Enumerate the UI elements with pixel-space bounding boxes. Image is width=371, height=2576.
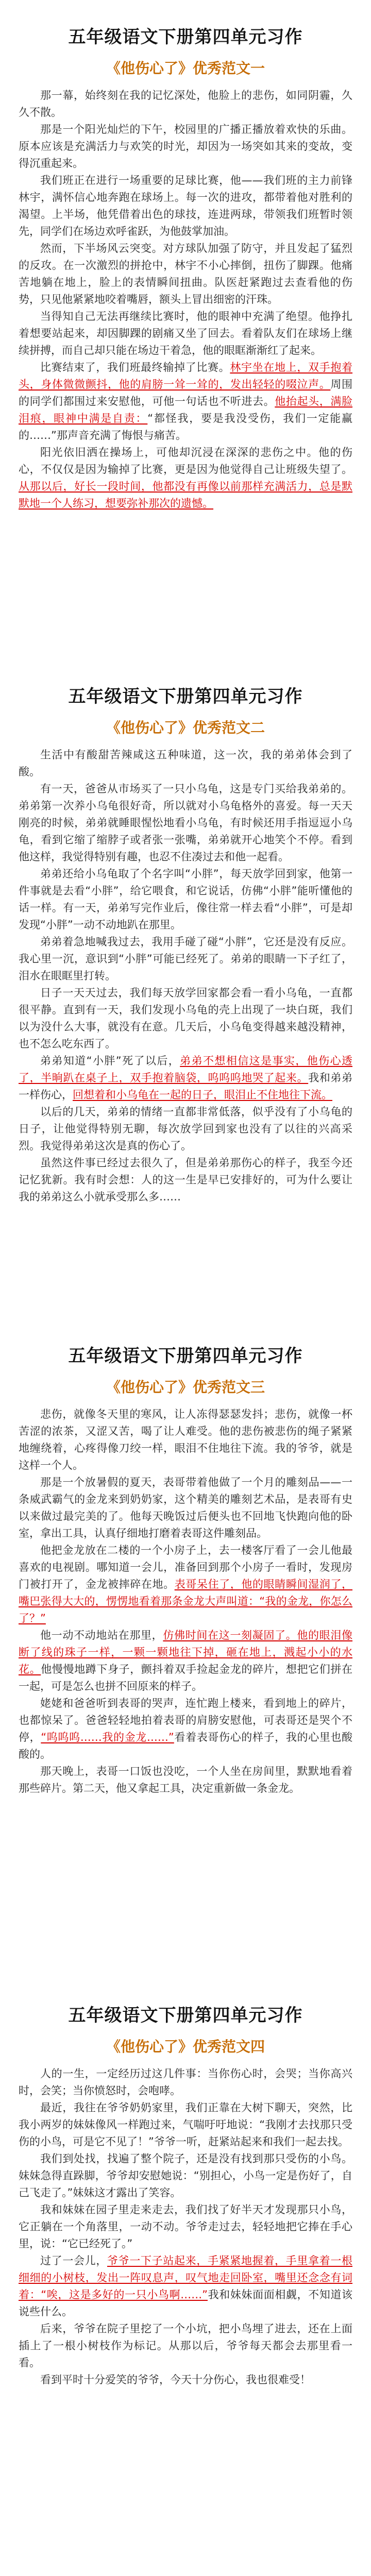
text-run: 姥姥和爸爸听到表哥的哭声，连忙跑上楼来，看到地上的碎片，也都惊呆了。爸爸轻轻地拍着表哥的肩膀安慰他，可表哥还是哭个不停， xyxy=(19,1697,352,1743)
text-run: 然而，下半场风云突变。对方球队加强了防守，并且发起了猛烈的反攻。在一次激烈的拼抢中，林宇不小心摔倒，扭伤了脚踝。他痛苦地躺在地上，脸上的表情瞬间扭曲。队医赶紧跑过去查看他的伤势，只见他紧紧地咬着嘴唇，额头上冒出细密的汗珠。 xyxy=(19,242,352,306)
paragraph xyxy=(19,172,352,240)
paragraph xyxy=(19,1627,352,1695)
highlighted-sentence: 仿佛时间在这一刻凝固了。他的眼泪像断了线的珠子一样，一颗一颗地往下掉，砸在地上，溅起小小的水花。 xyxy=(19,1629,353,1675)
essay-title: 《他伤心了》优秀范文二 xyxy=(106,719,265,736)
highlighted-sentence: 从那以后，好长一段时间，他都没有再像以前那样充满活力，总是默默地一个人练习，想要弥补那次的遗憾。 xyxy=(19,480,352,510)
essay-body xyxy=(19,2065,352,2388)
essay-body xyxy=(19,747,352,1206)
paragraph xyxy=(19,2201,352,2252)
text-run: 虽然这件事已经过去很久了，但是弟弟那伤心的样子，我至今还记忆犹新。我有时会想：人的这一生是早已安排好的，可为什么要让我的弟弟这么小就承受那么多…… xyxy=(19,1157,352,1203)
text-run: 那是一个阳光灿烂的下午，校园里的广播正播放着欢快的乐曲。原本应该是充满活力与欢笑的时光，却因为一场突如其来的变故，变得沉重起来。 xyxy=(19,123,352,170)
text-run: 他把金龙放在二楼的一个小房子上，去一楼客厅看了一会儿他最喜欢的电视剧。哪知道一会儿，准备回到那个小房子一看时，发现房门被打开了，金龙被摔碎在地。 xyxy=(19,1544,352,1590)
text-run: 看着表哥伤心的样子，我的心里也酸酸的。 xyxy=(19,1731,353,1760)
essay-section-3 xyxy=(19,1319,352,1978)
essay-section-4 xyxy=(19,1978,352,2576)
text-run: 那一幕，始终刻在我的记忆深处，他脸上的悲伤，如同阴霾，久久不散。 xyxy=(19,89,352,118)
text-run: 我们班正在进行一场重要的足球比赛，他——我们班的主力前锋林宇，满怀信心地奔跑在球场上。每一次的进攻，都带着他对胜利的渴望。上半场，他凭借着出色的球技，连进两球，带领我们班暂时领先，同学们在场边欢呼雀跃，为他鼓掌加油。 xyxy=(19,174,352,238)
paragraph xyxy=(19,2065,352,2099)
highlighted-sentence: 回想着和小乌龟在一起的日子，眼泪止不住地往下流。 xyxy=(73,1089,332,1101)
essay-title: 《他伤心了》优秀范文一 xyxy=(106,60,265,77)
section-heading: 五年级语文下册第四单元习作 xyxy=(68,2005,303,2026)
text-run: 后来，爷爷在院子里挖了一个小坑，把小鸟埋了进去，还在上面插上了一根小树枝作为标记。从那以后，爷爷每天都会去那里看一看。 xyxy=(19,2323,352,2369)
paragraph xyxy=(19,985,352,1053)
paragraph xyxy=(19,444,352,512)
text-run: 阳光依旧洒在操场上，可他却沉浸在深深的悲伤之中。他的伤心，不仅仅是因为输掉了比赛，更是因为他觉得自己让班级失望了。 xyxy=(19,446,352,476)
highlighted-sentence: “呜呜呜……我的金龙……” xyxy=(41,1731,174,1743)
section-heading: 五年级语文下册第四单元习作 xyxy=(68,27,303,47)
text-run: 最近，我往在爷爷奶奶家里，我们正靠在大树下聊天，突然，比我小两岁的妹妹像风一样跑过来，气喘吁吁地说：“我刚才去找那只受伤的小鸟，可是它不见了！”爷爷一听，赶紧站起来和我们一起去找。 xyxy=(19,2102,352,2148)
paragraph xyxy=(19,781,352,866)
paragraph xyxy=(19,2371,352,2388)
text-run: 以后的几天，弟弟的情绪一直都非常低落，似乎没有了小乌龟的日子，让他觉得特别无聊，每次放学回到家也没有了以往的兴高采烈。我觉得弟弟这次是真的伤心了。 xyxy=(19,1106,352,1152)
text-run: 看到平时十分爱笑的爷爷，今天十分伤心，我也很难受！ xyxy=(40,2374,311,2386)
paragraph xyxy=(19,1053,352,1104)
text-run: 人的一生，一定经历过这几件事：当你伤心时，会哭；当你高兴时，会笑；当你愤怒时，会咆哮。 xyxy=(19,2067,352,2097)
highlighted-sentence: 他抬起头，满脸泪痕，眼神中满是自责： xyxy=(19,395,353,425)
text-run: 他一动不动地站在那里， xyxy=(40,1629,163,1641)
paragraph xyxy=(19,2320,352,2371)
essay-section-2 xyxy=(19,659,352,1319)
section-heading: 五年级语文下册第四单元习作 xyxy=(68,1346,303,1366)
paragraph xyxy=(19,1474,352,1542)
text-run: 我和妹妹在园子里走来走去，我们找了好半天才发现那只小鸟，它正躺在一个角落里，一动不动。爷爷走过去，轻轻地把它捧在手心里，说：“它已经死了。” xyxy=(19,2204,352,2250)
essay-title: 《他伤心了》优秀范文三 xyxy=(106,1379,265,1396)
text-run: 当得知自己无法再继续比赛时，他的眼神中充满了绝望。他挣扎着想要站起来，却因脚踝的剧痛又坐了回去。看着队友们在球场上继续拼搏，而自己却只能在场边干着急，他的眼眶渐渐红了起来。 xyxy=(19,310,352,357)
essay-body xyxy=(19,87,352,512)
paragraph xyxy=(19,1695,352,1763)
text-run: 生活中有酸甜苦辣咸这五种味道，这一次，我的弟弟体会到了酸。 xyxy=(19,749,352,778)
highlighted-sentence: 弟弟不想相信这是事实，他伤心透了，半晌趴在桌子上，双手抱着脑袋，呜呜呜地哭了起来。 xyxy=(19,1055,352,1084)
paragraph xyxy=(19,1406,352,1474)
text-run: 弟弟知道“小胖”死了以后， xyxy=(40,1055,180,1067)
text-run: 弟弟还给小乌龟取了个名字叫“小胖”，每天放学回到家，他第一件事就是去看“小胖”，给它喂食，和它说话，仿佛“小胖”能听懂他的话一样。有一天，弟弟写完作业后，像往常一样去看“小胖”，可是却发现“小胖”一动不动地趴在那里。 xyxy=(19,868,352,931)
text-run: 周围的同学们都围过来安慰他，可他一句话也不听进去。 xyxy=(19,378,353,408)
paragraph xyxy=(19,308,352,359)
paragraph xyxy=(19,2099,352,2150)
essay-title: 《他伤心了》优秀范文四 xyxy=(106,2038,265,2055)
text-run: 我们到处找，找遍了整个院子，还是没有找到那只受伤的小鸟。妹妹急得直跺脚，爷爷却安慰她说：“别担心，小鸟一定是伤好了，自己飞走了。”妹妹这才露出了笑容。 xyxy=(19,2153,352,2199)
essay-body xyxy=(19,1406,352,1797)
text-run: 日子一天天过去，我们每天放学回家都会看一看小乌龟，一直都很平静。直到有一天，我们发现小乌龟的壳上出现了一块白斑，我们以为没什么大事，就没有在意。几天后，小乌龟变得越来越没精神，也不怎么吃东西了。 xyxy=(19,987,352,1050)
paragraph xyxy=(19,747,352,781)
section-heading: 五年级语文下册第四单元习作 xyxy=(68,686,303,707)
paragraph xyxy=(19,1542,352,1627)
highlighted-sentence: 表哥呆住了，他的眼睛瞬间湿润了，嘴巴张得大大的，愣愣地看着那条金龙大声叫道：“我的金龙，你怎么了？” xyxy=(19,1578,353,1624)
text-run: 那是一个放暑假的夏天，表哥带着他做了一个月的雕刻品——一条威武霸气的金龙来到奶奶家，这个精美的雕刻艺术品，是表哥有史以来做过最完美的了。他每天晚饭过后便头也不回地飞快跑向他的卧室，拿出工具，认真仔细地打磨着表哥这件雕刻品。 xyxy=(19,1476,352,1539)
text-run: 比赛结束了，我们班最终输掉了比赛。 xyxy=(40,361,230,374)
paragraph xyxy=(19,240,352,308)
paragraph xyxy=(19,2150,352,2201)
highlighted-sentence: 爷爷一下子站起来，手紧紧地握着，手里拿着一根细细的小树枝，发出一阵叹息声，叹气地走回卧室，嘴里还念念有词着：“唉，这是多好的一只小鸟啊……” xyxy=(19,2255,352,2301)
paragraph xyxy=(19,1155,352,1206)
paragraph xyxy=(19,934,352,985)
text-run: 弟弟着急地喊我过去，我用手碰了碰“小胖”，它还是没有反应。我心里一沉，意识到“小胖”可能已经死了。弟弟的眼睛一下子红了，泪水在眼眶里打转。 xyxy=(19,936,352,982)
paragraph xyxy=(19,87,352,121)
text-run: 有一天，爸爸从市场买了一只小乌龟，这是专门买给我弟弟的。弟弟第一次养小乌龟很好奇，所以就对小乌龟格外的喜爱。每一天天刚亮的时候，弟弟就睡眼惺忪地看小乌龟，有时候还用手指逗逗小乌龟，看到它缩了缩脖子或者张一张嘴，弟弟就开心地笑个不停。看到他这样，我觉得特别有趣，也忍不住凑过去和他一起看。 xyxy=(19,783,352,863)
paragraph xyxy=(19,359,352,444)
text-run: “都怪我，要是我没受伤，我们一定能赢的……”那声音充满了悔恨与痛苦。 xyxy=(19,412,352,442)
text-run: 我和弟弟一样伤心， xyxy=(19,1072,353,1101)
highlighted-sentence: 林宇坐在地上，双手抱着头，身体微微颤抖，他的肩膀一耸一耸的，发出轻轻的啜泣声。 xyxy=(19,361,353,391)
text-run: 他慢慢地蹲下身子，颤抖着双手捡起金龙的碎片，想把它们拼在一起，可是怎么也拼不回原来的样子。 xyxy=(19,1663,353,1692)
text-run: 我和妹妹面面相觑，不知道该说些什么。 xyxy=(19,2289,353,2318)
paragraph xyxy=(19,2252,352,2320)
text-run: 悲伤，就像冬天里的寒风，让人冻得瑟瑟发抖；悲伤，就像一杯苦涩的浓茶，又涩又苦，喝了让人难受。他的悲伤被悲伤的绳子紧紧地缠绕着，心疼得像刀绞一样，眼泪不住地往下流。我的爷爷，就是这样一个人。 xyxy=(19,1408,352,1471)
essay-section-1 xyxy=(19,0,352,659)
paragraph xyxy=(19,866,352,934)
paragraph xyxy=(19,121,352,172)
text-run: 过了一会儿， xyxy=(40,2255,107,2267)
paragraph xyxy=(19,1763,352,1797)
text-run: 那天晚上，表哥一口饭也没吃，一个人坐在房间里，默默地看着那些碎片。第二天，他又拿起工具，决定重新做一条金龙。 xyxy=(19,1765,352,1794)
paragraph xyxy=(19,1104,352,1155)
